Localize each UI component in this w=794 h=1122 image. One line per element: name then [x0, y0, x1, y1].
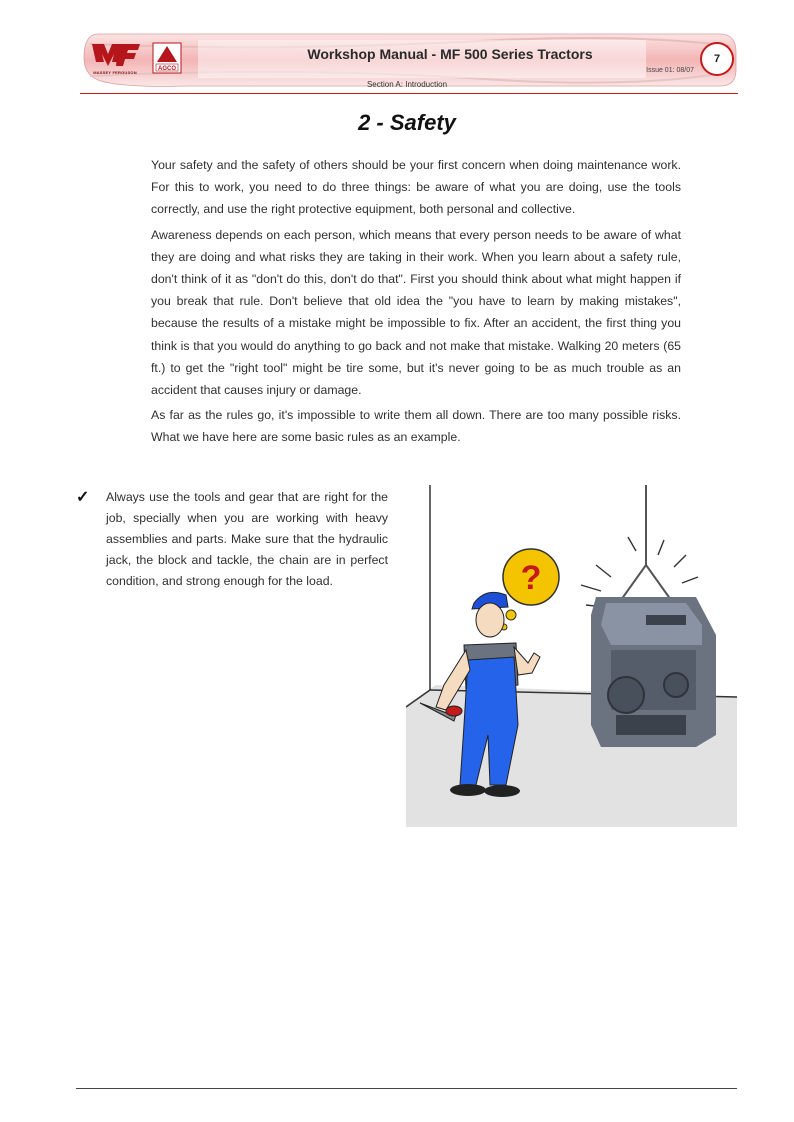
safety-illustration: [406, 485, 737, 827]
header-divider: [80, 93, 738, 94]
bullet-text: Always use the tools and gear that are right for the job, specially when you are working with heavy assemblies and parts. Make sure that the hydraulic jack, the block and tackle, the chain are in perfect condition, and strong enough for the load.: [106, 490, 388, 588]
question-mark: ?: [520, 559, 542, 597]
paragraph: Your safety and the safety of others should be your first concern when doing maintenance work. For this to work, you need to do three things: be aware of what you are doing, use the tools correctly, and use the right protective equipment, both personal and collective.: [151, 158, 681, 217]
massey-ferguson-wordmark: MASSEY FERGUSON: [93, 70, 137, 75]
paragraph: Awareness depends on each person, which means that every person needs to be aware of what they are doing and what risks they are taking in their work. When you learn about a safety rule, don't think of it as "don't do this, don't do that". First you should think about what might happen if you break that rule. Don't believe that old idea the "you have to learn by making mistakes", because the results of a mistake might be impossible to fix. After an accident, the first thing you think is that you would do anything to go back and not make that mistake. Walking 20 meters (65 ft.) to get the "right tool" might be tire some, but it's never going to be as much trouble as an accident that causes injury or damage.: [151, 227, 681, 398]
body-text: [151, 154, 681, 452]
footer-divider: [76, 1088, 737, 1089]
agco-wordmark: AGCO: [158, 66, 176, 72]
manual-title: Workshop Manual - MF 500 Series Tractors: [307, 46, 593, 62]
paragraph: As far as the rules go, it's impossible to write them all down. There are too many possible risks. What we have here are some basic rules as an example.: [151, 408, 681, 445]
agco-logo: [152, 42, 182, 74]
checkmark-icon: ✓: [76, 489, 90, 506]
issue-date: Issue 01: 08/07: [646, 67, 694, 74]
engine-block: [591, 597, 716, 747]
page-number-badge: 7: [700, 42, 734, 76]
section-label: Section A: Introduction: [366, 80, 448, 89]
page-title: 2 - Safety: [358, 110, 456, 135]
